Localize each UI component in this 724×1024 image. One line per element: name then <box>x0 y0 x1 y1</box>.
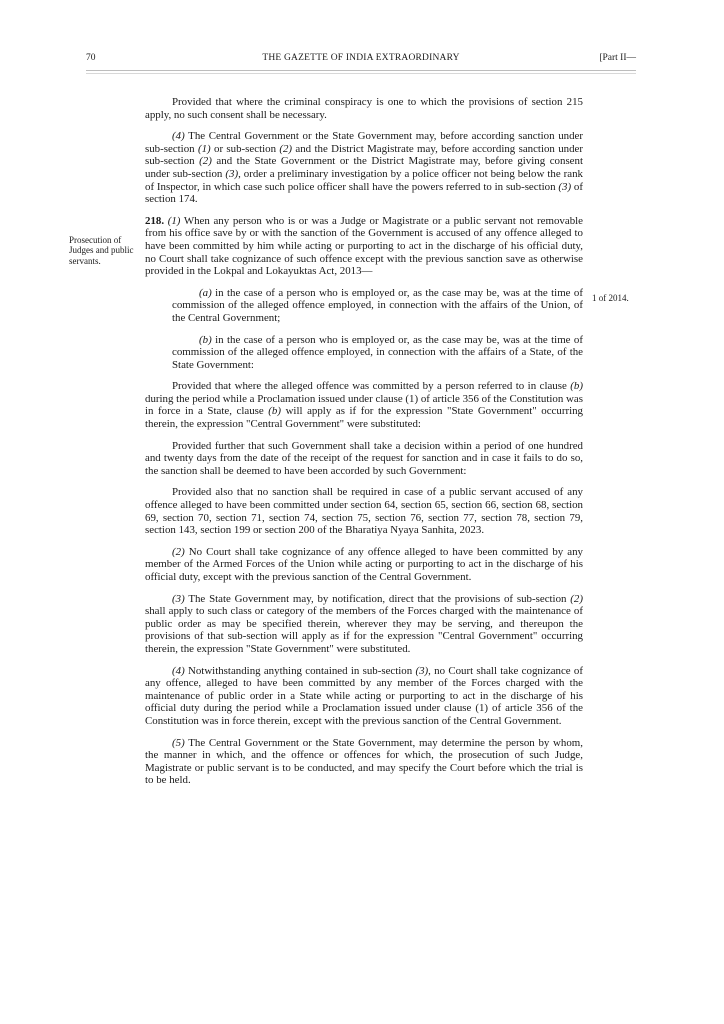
marginal-note-act-reference: 1 of 2014. <box>592 293 629 303</box>
header-rule-secondary <box>86 73 636 74</box>
proviso-also: Provided also that no sanction shall be required in case of a public servant accused of any offence alleged to have been committed under section 64, section 65, section 66, section 68, section 69, section 70, section 71, section 74, section 75, section 76, section 77, section 78, section 79, section 143, section 199 or section 200 of the Bharatiya Nyaya Sanhita, 2023. <box>145 486 583 537</box>
section-number: 218. <box>145 214 165 227</box>
clause-b: (b) in the case of a person who is employed or, as the case may be, was at the time of commission of the alleged offence employed, in connection with the affairs of a State, of the State Government: <box>172 333 583 371</box>
paragraph-proviso-215: Provided that where the criminal conspiracy is one to which the provisions of section 215 apply, no such consent shall be necessary. <box>145 96 583 121</box>
paragraph-subsection-4-prior: (4) The Central Government or the State Government may, before according sanction under sub-section (1) or sub-section (2) and the District Magistrate may, before according sanction under sub-section (2) and the State Government or the District Magistrate may, before giving consent under sub-section (3), order a preliminary investigation by a police officer not being below the rank of Inspector, in which case such police officer shall have the powers referred to in sub-section (3) of section 174. <box>145 130 584 206</box>
subsection-2: (2) No Court shall take cognizance of any offence alleged to have been committed by any member of the Armed Forces of the Union while acting or purporting to act in the discharge of his official duty, except with the previous sanction of the Central Government. <box>145 545 583 583</box>
subsection-4: (4) Notwithstanding anything contained in sub-section (3), no Court shall take cognizance of any offence, alleged to have been committed by any member of the Forces charged with the maintenance of public order in a State while acting or purporting to act in the discharge of his official duty during the period while a Proclamation issued under clause (1) of article 356 of the Constitution was in force therein, except with the previous sanction of the Central Government. <box>145 664 583 727</box>
section-218-subsection-1: 218. (1) When any person who is or was a Judge or Magistrate or a public servant not removable from his office save by or with the sanction of the Government is accused of any offence alleged to have been committed by him while acting or purporting to act in the discharge of his official duty, no Court shall take cognizance of such offence except with the previous sanction save as otherwise provided in the Lokpal and Lokayuktas Act, 2013— <box>145 214 584 278</box>
subsection-5: (5) The Central Government or the State Government, may determine the person by whom, the manner in which, and the offence or offences for which, the prosecution of such Judge, Magistrate or public servant is to be conducted, and may specify the Court before which the trial is to be held. <box>145 736 583 787</box>
proviso-first: Provided that where the alleged offence was committed by a person referred to in clause (b) during the period while a Proclamation issued under clause (1) of article 356 of the Constitution was in force in a State, clause (b) will apply as if for the expression "State Government" occurring therein, the expression "Central Government" were substituted: <box>145 380 583 431</box>
part-label: [Part II— <box>599 53 636 63</box>
marginal-note-section-title: Prosecution of Judges and public servants. <box>69 235 134 266</box>
document-body <box>145 96 583 796</box>
page-header <box>86 53 636 69</box>
proviso-further: Provided further that such Government shall take a decision within a period of one hundred and twenty days from the date of the receipt of the request for sanction and in case it fails to do so, the sanction shall be deemed to have been accorded by such Government: <box>145 439 583 477</box>
clause-a: (a) in the case of a person who is employed or, as the case may be, was at the time of commission of the alleged offence employed, in connection with the affairs of the Union, of the Central Government; <box>172 286 583 324</box>
header-rule <box>86 70 636 71</box>
gazette-title: THE GAZETTE OF INDIA EXTRAORDINARY <box>262 53 460 63</box>
page-number: 70 <box>86 53 96 63</box>
subsection-3: (3) The State Government may, by notification, direct that the provisions of sub-section (2) shall apply to such class or category of the members of the Forces charged with the maintenance of public order as may be specified therein, wherever they may be serving, and thereupon the provisions of that sub-section will apply as if for the expression "Central Government" occurring therein, the expression "State Government" were substituted. <box>145 592 583 655</box>
